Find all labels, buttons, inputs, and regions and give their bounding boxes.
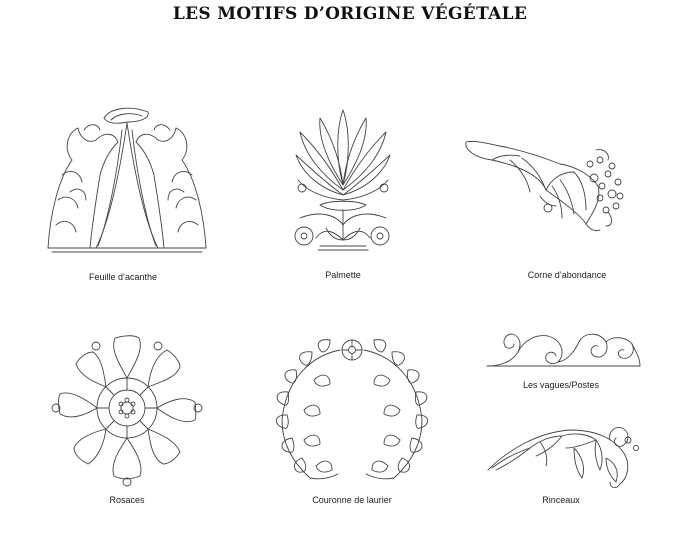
page-title: LES MOTIFS D’ORIGINE VÉGÉTALE [172, 4, 528, 24]
caption-rinceaux: Rinceaux [542, 495, 580, 505]
caption-acanthus: Feuille d’acanthe [88, 272, 158, 282]
caption-cornucopia: Corne d’abondance [527, 270, 607, 280]
caption-palmette: Palmette [325, 270, 361, 280]
caption-rosette: Rosaces [109, 495, 145, 505]
caption-laurel: Couronne de laurier [312, 495, 392, 505]
caption-waves: Les vagues/Postes [522, 380, 600, 390]
